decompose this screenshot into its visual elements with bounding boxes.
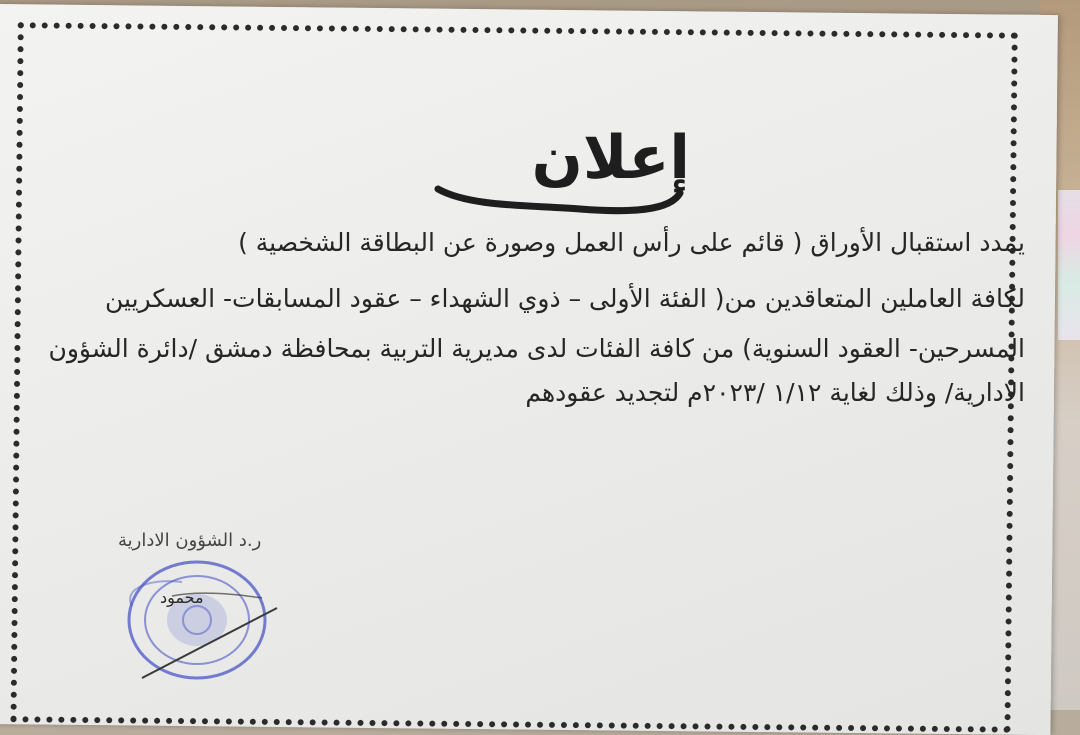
announcement-line-4: الادارية/ وذلك لغاية ١/١٢ /٢٠٢٣م لتجديد عقودهم <box>525 378 1025 407</box>
announcement-line-3: المسرحين- العقود السنوية) من كافة الفئات لدى مديرية التربية بمحافظة دمشق /دائرة الشؤون <box>48 334 1025 363</box>
signer-title: ر.د الشؤون الادارية <box>118 530 262 551</box>
announcement-line-1: يمدد استقبال الأوراق ( قائم على رأس العمل وصورة عن البطاقة الشخصية ) <box>238 228 1025 257</box>
official-stamp <box>112 548 282 688</box>
announcement-line-2: لكافة العاملين المتعاقدين من( الفئة الأولى – ذوي الشهداء – عقود المسابقات- العسكريين <box>105 284 1025 313</box>
signature-name: محمود <box>160 588 204 607</box>
announcement-heading <box>430 123 690 218</box>
foil-wrapper <box>1058 190 1080 340</box>
title-swash-stroke <box>430 183 690 223</box>
announcement-title: إعلان <box>531 123 690 193</box>
